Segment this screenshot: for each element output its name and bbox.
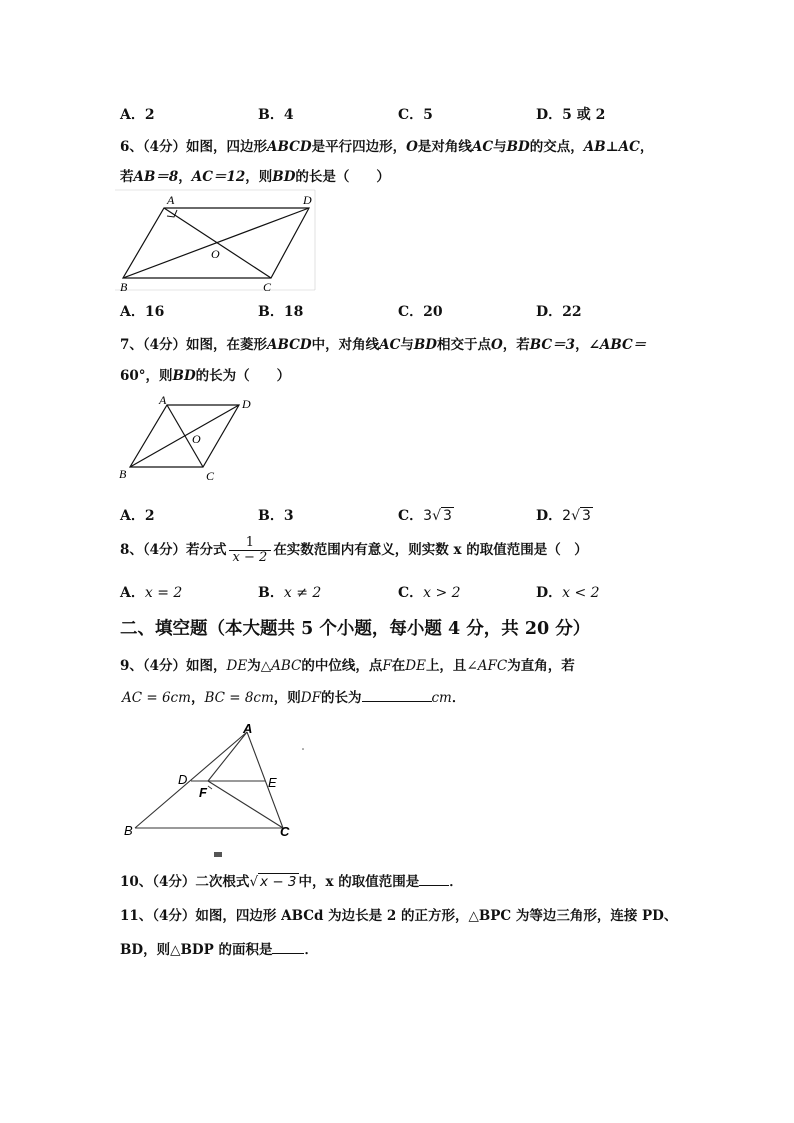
- q5-option-a: A．2: [120, 107, 155, 123]
- q9-line2: AC = 6cm，BC = 8cm，则DF的长为 cm．: [122, 690, 466, 706]
- q8-option-b: B．x ≠ 2: [258, 585, 322, 601]
- q10-line: 10、（4分）二次根式√ x − 3 中，x 的取值范围是 ．: [120, 874, 463, 890]
- q11-answer-blank: [272, 940, 304, 954]
- q7-option-d-value: 2√ 3: [562, 508, 591, 524]
- q6-label-a: A: [167, 193, 175, 207]
- q7-line2: 60°，则BD的长为（ ）: [120, 368, 291, 384]
- q6-option-a: A．16: [120, 304, 165, 320]
- q9-label-a: A: [243, 721, 253, 736]
- q9-label-d: D: [178, 772, 188, 787]
- q9-label-c: C: [280, 824, 290, 839]
- q8-option-a: A．x = 2: [120, 585, 183, 601]
- q5-option-c: C．5: [398, 107, 433, 123]
- q6-option-b: B．18: [258, 304, 304, 320]
- q11-line1: 11、（4分）如图，四边形 ABCd 为边长是 2 的正方形，△BPC 为等边三角形，连接 PD、: [120, 908, 678, 924]
- q7-line1: 7、（4分）如图，在菱形ABCD中，对角线AC与BD相交于点O，若BC＝3，∠ABC＝: [120, 337, 647, 353]
- q6-label-b: B: [120, 280, 128, 294]
- q7-label-d: D: [242, 397, 251, 411]
- q6-label-d: D: [303, 193, 312, 207]
- q5-option-d: D．5 或 2: [536, 107, 606, 123]
- q9-label-b: B: [124, 823, 133, 838]
- q10-answer-blank: [419, 872, 449, 886]
- q7-label-c: C: [206, 469, 215, 483]
- q11-line2: BD，则△BDP 的面积是 ．: [120, 942, 318, 958]
- q7-label-a: A: [159, 393, 167, 407]
- q7-label-o: O: [192, 432, 201, 446]
- q8-line: 8、（4分）若分式 $\frac{1}{x - 2}$ 在实数范围内有意义，则实数 x 的取值范围是（ ）: [120, 535, 588, 565]
- q6-line2: 若AB＝8，AC＝12，则BD的长是（ ）: [120, 169, 390, 185]
- q6-label-c: C: [263, 280, 272, 294]
- q9-label-e: E: [268, 775, 277, 790]
- q9-label-f: F: [199, 785, 207, 800]
- q6-option-d: D．22: [536, 304, 582, 320]
- q7-option-b: B．3: [258, 508, 294, 524]
- q7-rhombus-figure: [115, 392, 260, 487]
- q7-option-c-value: 3√ 3: [423, 508, 452, 524]
- q8-fraction: $\frac{1}{x - 2}$: [229, 536, 272, 565]
- q7-option-a: A．2: [120, 508, 155, 524]
- q7-option-d: D．2√ 3: [536, 508, 591, 524]
- q7-option-c: C．3√ 3: [398, 508, 452, 524]
- q5-option-b: B．4: [258, 107, 294, 123]
- q6-option-c: C．20: [398, 304, 443, 320]
- q10-radical: √ x − 3: [249, 874, 297, 890]
- q7-label-b: B: [119, 467, 127, 481]
- q6-parallelogram-figure: [115, 190, 320, 295]
- q9-answer-blank: [362, 688, 432, 702]
- q9-line1: 9、（4分）如图，DE为△ABC的中位线，点F在DE上，且∠AFC为直角，若: [120, 658, 575, 674]
- section-2-heading: 二、填空题（本大题共 5 个小题，每小题 4 分，共 20 分）: [120, 619, 591, 639]
- q8-option-d: D．x < 2: [536, 585, 600, 601]
- q6-label-o: O: [211, 247, 220, 261]
- q8-option-c: C．x > 2: [398, 585, 461, 601]
- q9-triangle-figure: [120, 720, 310, 860]
- q6-line1: 6、（4分）如图，四边形ABCD是平行四边形，O是对角线AC与BD的交点，AB⊥AC，: [120, 139, 654, 155]
